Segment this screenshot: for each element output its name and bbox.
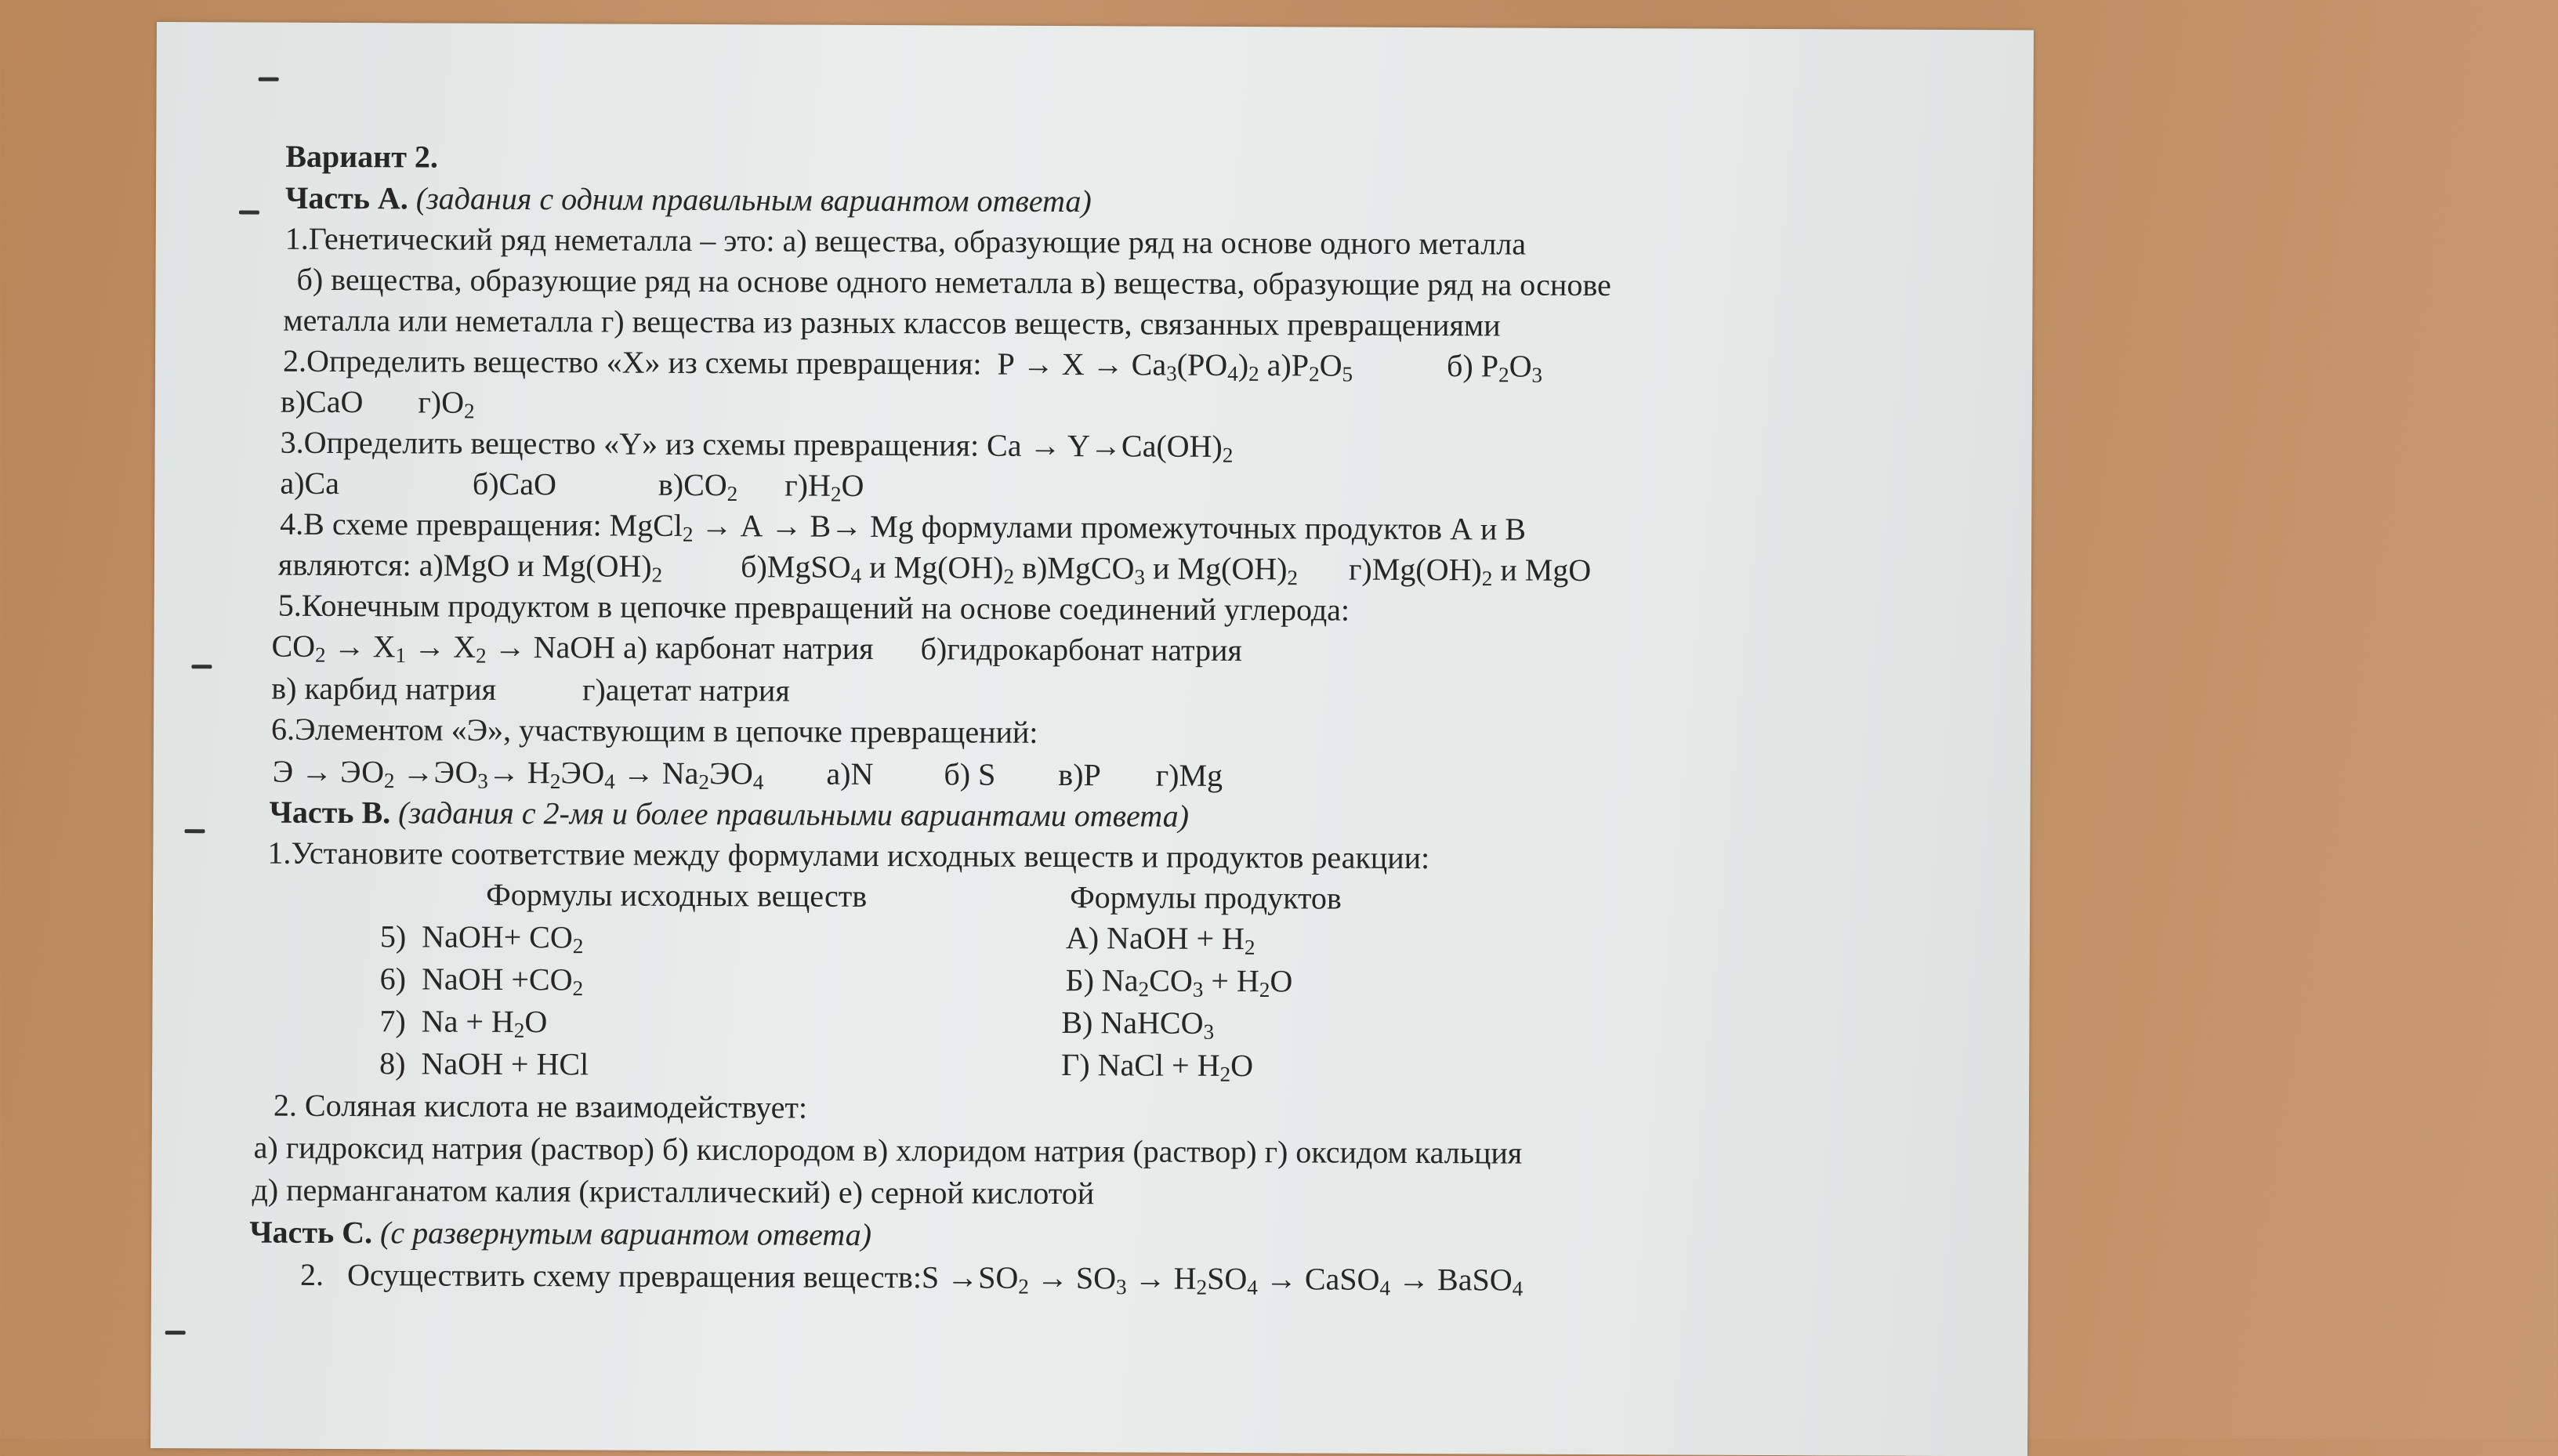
part-a-heading <box>285 178 1092 222</box>
part-b-heading <box>269 792 1189 837</box>
part-c-heading <box>249 1212 871 1255</box>
b1-right-row: А) NaOH + $H_2$ <box>1065 920 1255 959</box>
b1-left-row: 8) NaOH + HCl <box>379 1045 589 1082</box>
b1-right-row: Г) NaCl + $H_2O$ <box>1061 1047 1254 1086</box>
b2-text: 2. Соляная кислота не взаимодействует: <box>273 1087 808 1125</box>
b1-left-row: 5) NaOH+ $CO_2$ <box>379 918 584 958</box>
b1-col-right: Формулы продуктов <box>1070 879 1342 916</box>
q6-line2: $Э \to ЭО_2 \to ЭО_3\to H_2ЭО_4 \to Na_2ЭО_4$ а)N б) S в)P г)Mg <box>272 753 1223 795</box>
q4-line2: являются: а)MgO и $Mg(OH)_2$ б)MgSO$_4$ и $Mg(OH)_2$ в)MgCO$_3$ и $Mg(OH)_2$ $г)Mg(OH)_2$ и MgO <box>277 546 1592 591</box>
q5-line1: 5.Конечным продуктом в цепочке превращений на основе соединений углерода: <box>277 587 1350 628</box>
q5-line3: в) карбид натрия г)ацетат натрия <box>271 670 790 708</box>
b1-text: 1.Установите соответствие между формулами исходных веществ и продуктов реакции: <box>267 835 1430 876</box>
q4-line1: 4.В схеме превращения: MgCl$_2$ → А → В→ Mg формулами промежуточных продуктов А и В <box>280 505 1527 547</box>
q2-line2: в)CaO $г)O_2$ <box>280 383 475 423</box>
b2-line2: д) перманганатом калия (кристаллический) е) серной кислотой <box>252 1172 1095 1212</box>
part-a-title: Часть А. <box>284 179 408 216</box>
b1-left-row: 7) $Na + H_2O$ <box>379 1003 548 1042</box>
q1-line3: металла или неметалла г) вещества из разных классов веществ, связанных превращениями <box>283 302 1501 343</box>
q1-line1: 1.Генетический ряд неметалла – это: а) вещества, образующие ряд на основе одного металла <box>284 220 1527 262</box>
part-a-subtitle: (задания с одним правильным вариантом ответа) <box>415 180 1092 219</box>
q3-option-b: б)CaO <box>472 465 557 502</box>
variant-title: Вариант 2. <box>285 138 439 175</box>
q2-text: 2.Определить вещество «Х» из схемы превращения: <box>283 342 982 382</box>
q2-line1: 2.Определить вещество «Х» из схемы превращения: $Р \to Х \to Ca_3(PO_4)_2$ $а)P_2O_5$ б) $P_2O_3$ <box>283 342 1543 387</box>
q2-option-v: в)CaO <box>280 383 364 420</box>
q3-line1: 3.Определить вещество «Y» из схемы превращения: $Ca \to Y\to Ca(OH)_2$ <box>280 424 1234 467</box>
b2-line1: а) гидроксид натрия (раствор) б) кислородом в) хлоридом натрия (раствор) г) оксидом кальция <box>253 1129 1523 1171</box>
q2-option-g: г)O <box>418 384 465 420</box>
q3-option-v: в)CO <box>658 466 727 503</box>
worksheet-content <box>150 22 2034 1456</box>
part-b-subtitle: (задания с 2-мя и более правильными вариантами ответа) <box>398 795 1190 834</box>
c2-line: 2. Осуществить схему превращения веществ:S $\to SO_2 \to SO_3 \to H_2SO_4$ → CaSO$_4$ → BaSO$_4$ <box>299 1256 1524 1301</box>
b1-right-row: Б) $Na_2CO_3 + H_2O$ <box>1065 962 1293 1002</box>
q1-line2: б) вещества, образующие ряд на основе одного неметалла в) вещества, образующие ряд на основе <box>296 261 1611 303</box>
q2-option-b: б) P <box>1447 348 1499 384</box>
q3-line2: а)Ca б)CaO $в)CO_2$ $г)H_2O$ <box>280 465 864 506</box>
q5-line2: $CO_2 \to X_1 \to X_2$ → NaOH а) карбонат натрия б)гидрокарбонат натрия <box>271 628 1242 668</box>
b1-col-left: Формулы исходных веществ <box>486 876 868 914</box>
b1-right-row: В) NaHCO$_3$ <box>1061 1005 1215 1044</box>
q3-option-g: г)H <box>784 467 832 503</box>
q3-option-a: а)Ca <box>280 465 340 502</box>
paper-sheet <box>150 22 2034 1456</box>
q2-scheme: Р → Х → Ca <box>997 346 1167 382</box>
part-c-subtitle: (с развернутым вариантом ответа) <box>379 1215 872 1252</box>
q6-line1: 6.Элементом «Э», участвующим в цепочке превращений: <box>270 711 1038 750</box>
b1-left-row: 6) NaOH $+CO_2$ <box>379 961 584 1001</box>
q2-option-a: а)P <box>1259 347 1310 383</box>
part-b-title: Часть В. <box>269 794 391 831</box>
part-c-title: Часть С. <box>249 1214 373 1251</box>
